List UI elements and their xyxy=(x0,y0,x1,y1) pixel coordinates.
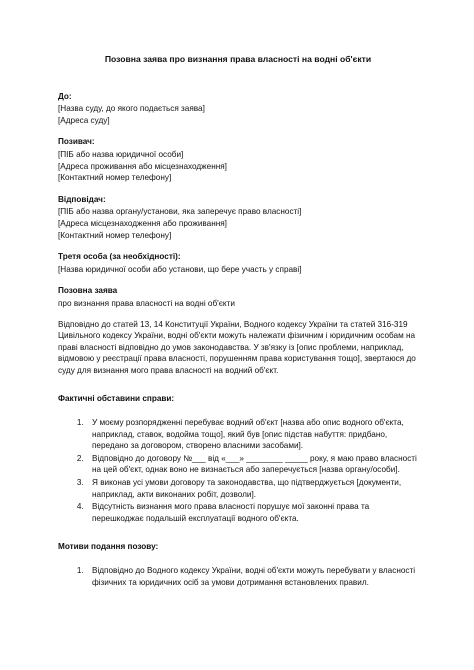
court-name: [Назва суду, до якого подається заява] xyxy=(58,104,205,114)
plaintiff-phone: [Контактний номер телефону] xyxy=(58,173,172,183)
defendant-heading: Відповідач: xyxy=(58,194,106,204)
court-heading: До: xyxy=(58,91,72,101)
motives-list xyxy=(58,565,418,588)
defendant-name: [ПІБ або назва органу/установи, яка заперечує право власності] xyxy=(58,207,302,217)
defendant-block xyxy=(58,194,418,241)
defendant-phone: [Контактний номер телефону] xyxy=(58,230,172,240)
defendant-address: [Адреса місцезнаходження або проживання] xyxy=(58,218,227,228)
claim-block xyxy=(58,285,418,376)
claim-intro: Відповідно до статей 13, 14 Конституції України, Водного кодексу України та статей 316-319 Цивільного кодексу України, водні об'єкти можуть належати фізичним і юридичним особам на праві власності відповідно до умов законодавства. У зв'язку із [опис проблеми, наприклад, відмовою у реєстрації права власності, порушенням права користування тощо], звертаюся до суду для визнання мого права власності на водний об'єкт. xyxy=(58,319,416,375)
facts-list xyxy=(58,417,418,524)
list-item: 2. Відповідно до договору №___ від «___» ________ _____ року, я маю право власності на цей об'єкт, однак воно не визнається або заперечується [назва органу/особи]. xyxy=(86,453,418,476)
third-party-heading: Третя особа (за необхідності): xyxy=(58,252,181,262)
court-address: [Адреса суду] xyxy=(58,115,110,125)
document-title: Позовна заява про визнання права власності на водні об'єкти xyxy=(104,54,372,64)
plaintiff-heading: Позивач: xyxy=(58,137,95,147)
claim-subtitle: про визнання права власності на водні об'єкти xyxy=(58,298,235,308)
claim-heading: Позовна заява xyxy=(58,286,118,296)
court-block xyxy=(58,91,418,127)
plaintiff-address: [Адреса проживання або місцезнаходження] xyxy=(58,161,227,171)
list-item: 1. Відповідно до Водного кодексу України, водні об'єкти можуть перебувати у власності фізичних та юридичних осіб за умови дотримання встановлених правил. xyxy=(86,565,418,588)
third-party-name: [Назва юридичної особи або установи, що бере участь у справі] xyxy=(58,264,302,274)
list-item: 3. Я виконав усі умови договору та законодавства, що підтверджується [документи, наприклад, акти виконаних робіт, дозволи]. xyxy=(86,477,418,500)
facts-heading: Фактичні обставини справи: xyxy=(58,394,175,404)
motives-heading: Мотиви подання позову: xyxy=(58,542,159,552)
third-party-block xyxy=(58,251,418,275)
list-item: 1. У моєму розпорядженні перебуває водний об'єкт [назва або опис водного об'єкта, наприклад, ставок, водойма тощо], який був [опис підстав набуття: придбано, передано за договором, створено власними засобами]. xyxy=(86,417,418,452)
plaintiff-name: [ПІБ або назва юридичної особи] xyxy=(58,149,184,159)
plaintiff-block xyxy=(58,136,418,183)
list-item: 4. Відсутність визнання мого права власності порушує мої законні права та перешкоджає подальшій експлуатації водного об'єкта. xyxy=(86,501,418,524)
